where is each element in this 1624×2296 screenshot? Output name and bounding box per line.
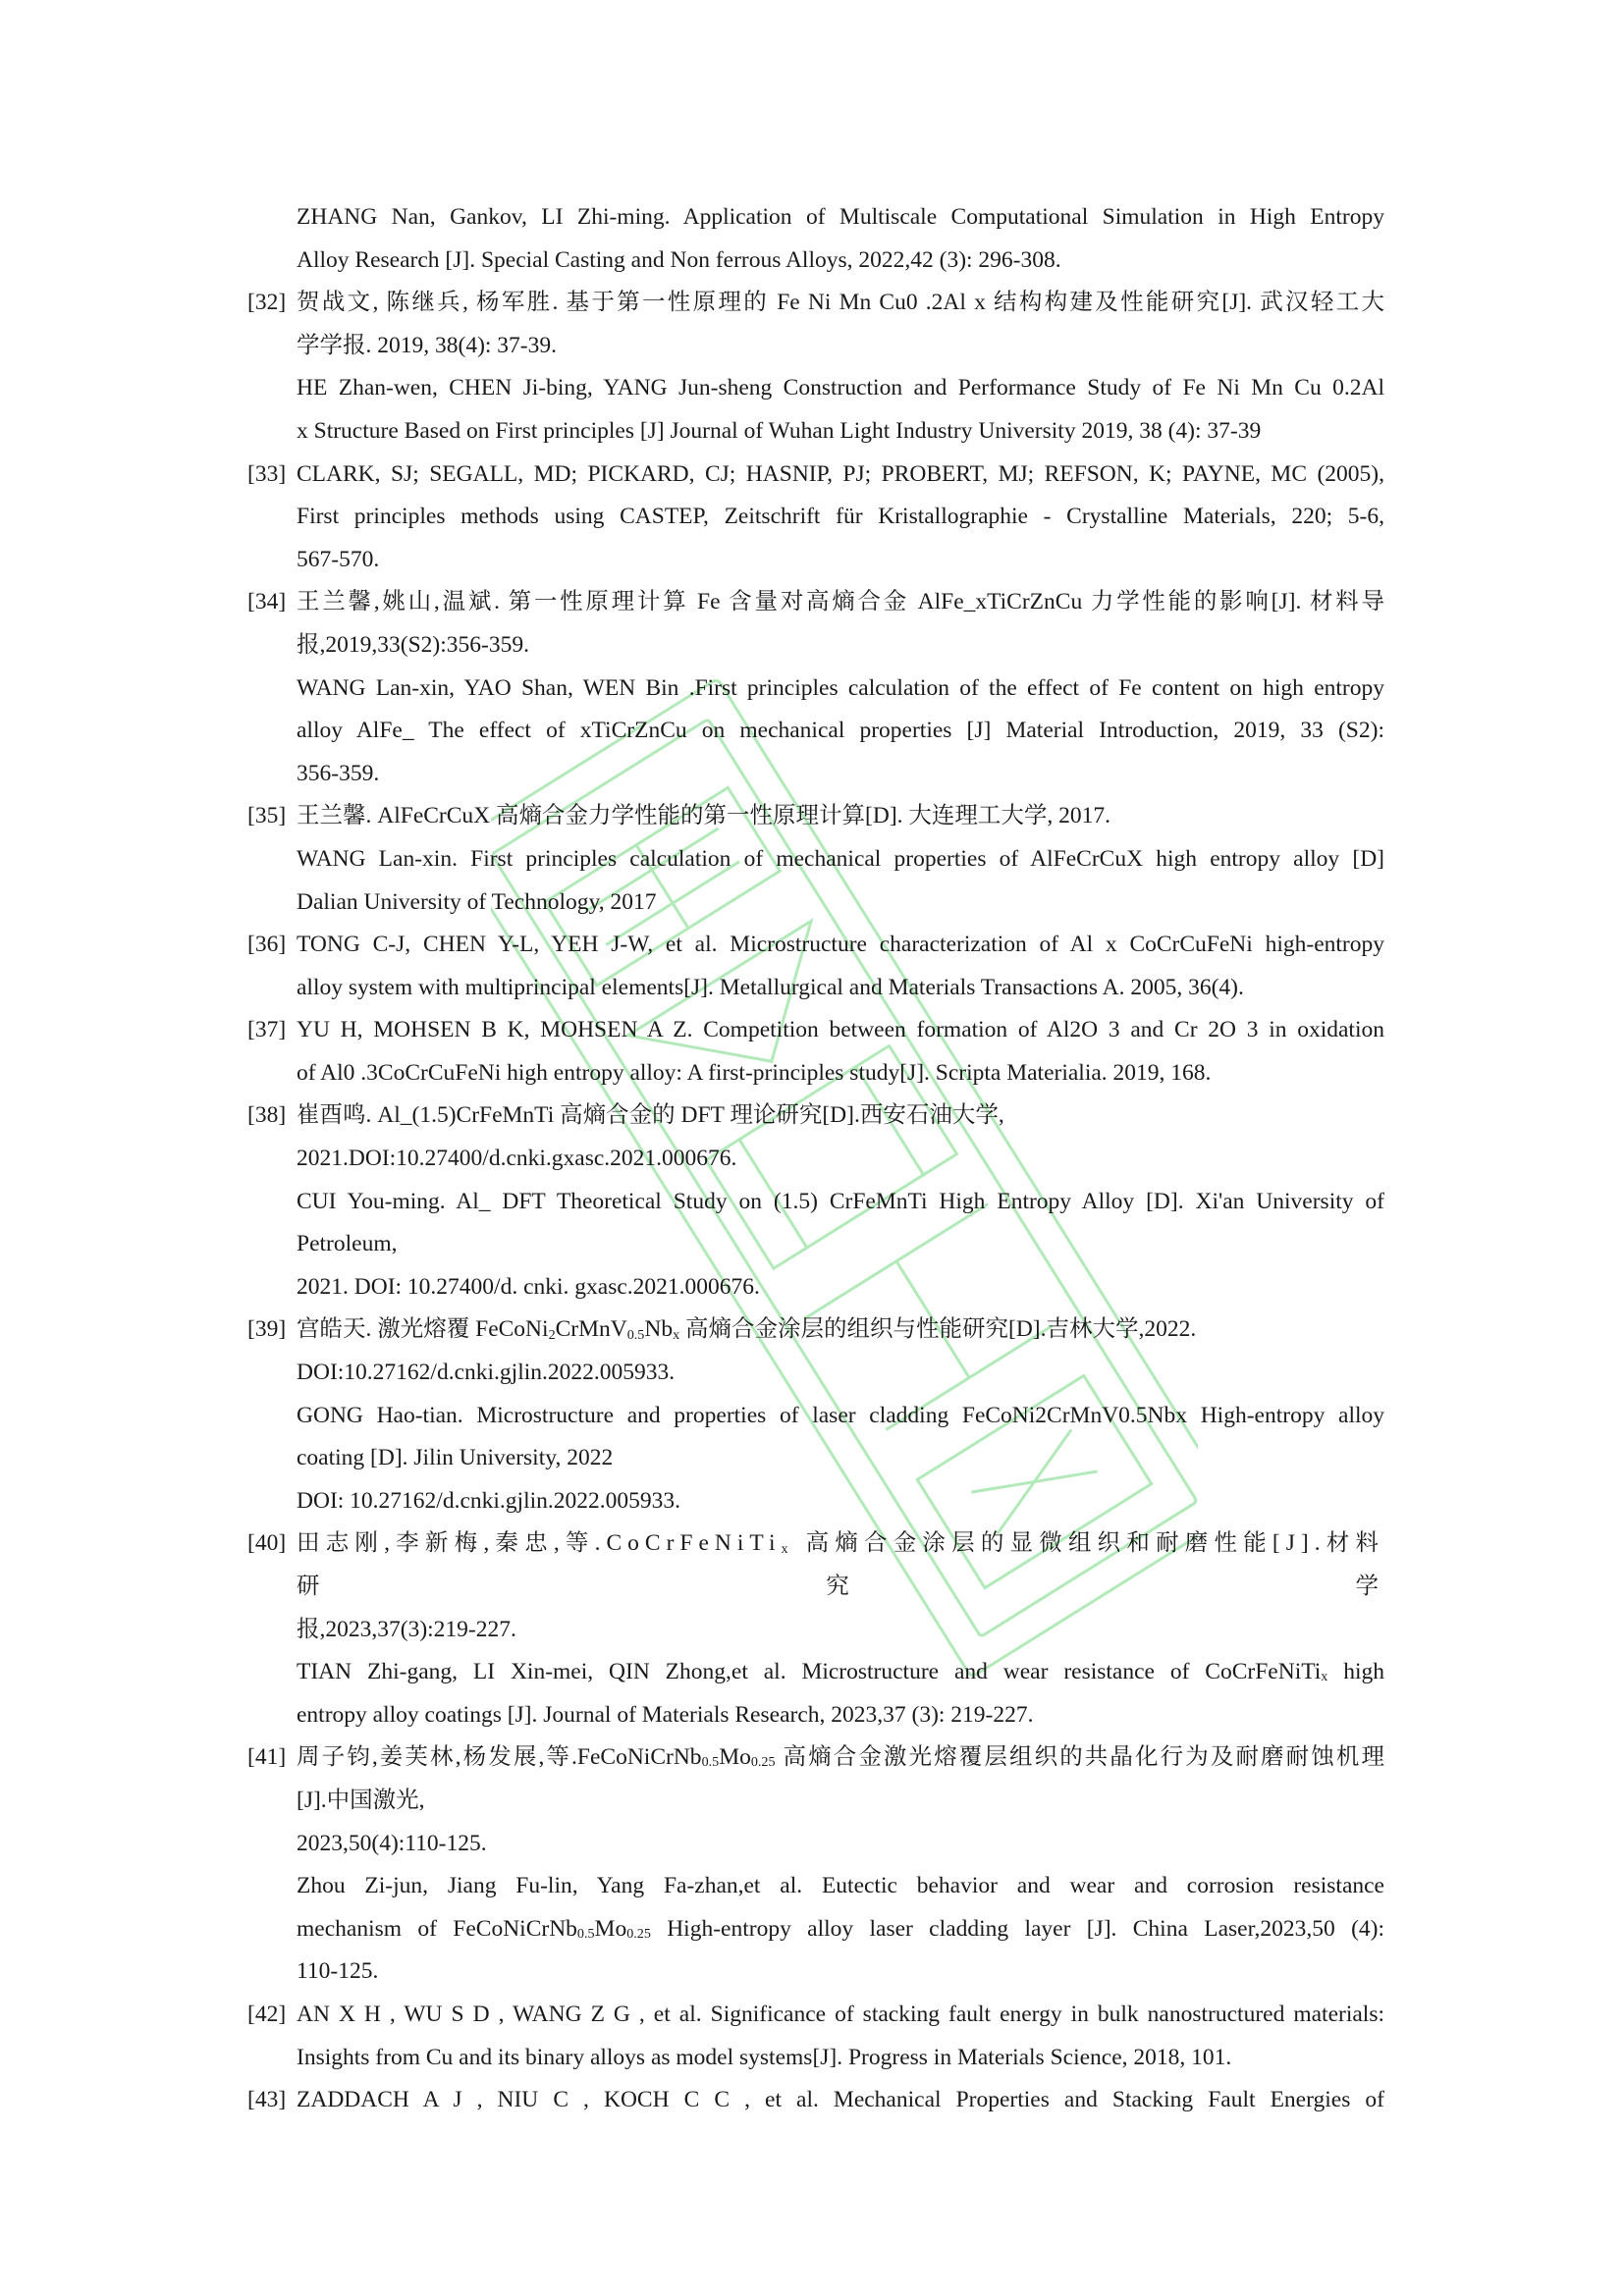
reference-number: [43] — [247, 2087, 287, 2113]
reference-line: 宫皓天. 激光熔覆 $FeCoNi_2CrMnV_{0.5}Nb_x$ 高熵合金涂层的组织与性能研究[D].吉林大学,2022. — [297, 1316, 1197, 1343]
reference-line: 报,2023,37(3):219-227. — [297, 1616, 516, 1642]
reference-number: [36] — [247, 932, 287, 958]
reference-line: Dalian University of Technology, 2017 — [297, 888, 657, 915]
reference-line: TIAN Zhi-gang, LI Xin-mei, QIN Zhong,et al. Microstructure and wear resistance of CoCrFeNiTi$_x$ high — [297, 1659, 1384, 1685]
reference-line: Alloy Research [J]. Special Casting and Non ferrous Alloys, 2022,42 (3): 296-308. — [297, 246, 1061, 273]
reference-entry — [247, 1009, 1384, 1095]
reference-line: WANG Lan-xin, YAO Shan, WEN Bin .First principles calculation of the effect of Fe content on high entropy — [297, 674, 1384, 701]
reference-entry — [247, 1994, 1384, 2079]
reference-line: 周子钧,姜芙林,杨发展,等$.FeCoNiCrNb_{0.5}Mo_{0.25}$ 高熵合金激光熔覆层组织的共晶化行为及耐磨耐蚀机理 — [297, 1744, 1384, 1771]
reference-line: 2021. DOI: 10.27400/d. cnki. gxasc.2021.000676. — [297, 1273, 760, 1300]
reference-line: CUI You-ming. Al_ DFT Theoretical Study on (1.5) CrFeMnTi High Entropy Alloy [D]. Xi'an University of — [297, 1188, 1384, 1214]
reference-line: 110-125. — [297, 1958, 379, 1985]
reference-line: 田志刚,李新梅,秦忠,等.CoCrFeNiTi$_x$ 高熵合金涂层的显微组织和耐磨性能[J].材料研究学 — [297, 1530, 1384, 1599]
reference-line: HE Zhan-wen, CHEN Ji-bing, YANG Jun-sheng Construction and Performance Study of Fe Ni Mn Cu 0.2Al — [297, 375, 1384, 401]
reference-line: alloy AlFe_ The effect of xTiCrZnCu on mechanical properties [J] Material Introduction, 2019, 33 (S2): — [297, 718, 1384, 744]
reference-line: x Structure Based on First principles [J] Journal of Wuhan Light Industry University 2019, 38 (4): 37-39 — [297, 417, 1262, 444]
reference-line: 贺战文, 陈继兵, 杨军胜. 基于第一性原理的 Fe Ni Mn Cu0 .2Al x 结构构建及性能研究[J]. 武汉轻工大 — [297, 290, 1384, 316]
reference-line: AN X H , WU S D , WANG Z G , et al. Significance of stacking fault energy in bulk nanostructured materials: — [297, 2001, 1384, 2027]
reference-line: entropy alloy coatings [J]. Journal of Materials Research, 2023,37 (3): 219-227. — [297, 1701, 1034, 1728]
reference-line: Petroleum, — [297, 1231, 398, 1257]
reference-line: CLARK, SJ; SEGALL, MD; PICKARD, CJ; HASNIP, PJ; PROBERT, MJ; REFSON, K; PAYNE, MC (2005), — [297, 460, 1384, 487]
reference-number: [37] — [247, 1017, 287, 1043]
reference-entry — [247, 282, 1384, 453]
reference-number: [35] — [247, 803, 287, 829]
reference-number: [32] — [247, 290, 287, 316]
reference-entry — [247, 795, 1384, 924]
reference-line: WANG Lan-xin. First principles calculation of mechanical properties of AlFeCrCuX high entropy alloy [D] — [297, 845, 1384, 872]
reference-entry — [247, 1308, 1384, 1522]
reference-line: 356-359. — [297, 760, 380, 786]
reference-number: [38] — [247, 1102, 287, 1129]
reference-number: [34] — [247, 589, 287, 615]
reference-entry — [247, 2079, 1384, 2122]
reference-entry — [247, 454, 1384, 582]
reference-line: 王兰馨. AlFeCrCuX 高熵合金力学性能的第一性原理计算[D]. 大连理工大学, 2017. — [297, 803, 1111, 829]
reference-number: [40] — [247, 1530, 287, 1557]
reference-number: [39] — [247, 1316, 287, 1343]
reference-entry — [247, 1522, 1384, 1736]
reference-line: coating [D]. Jilin University, 2022 — [297, 1445, 614, 1471]
reference-line: of Al0 .3CoCrCuFeNi high entropy alloy: A first-principles study[J]. Scripta Materialia. 2019, 168. — [297, 1059, 1212, 1086]
reference-number: [42] — [247, 2001, 287, 2027]
reference-line: Insights from Cu and its binary alloys as model systems[J]. Progress in Materials Science, 2018, 101. — [297, 2044, 1232, 2070]
reference-entry — [247, 581, 1384, 795]
reference-line: ZADDACH A J , NIU C , KOCH C C , et al. Mechanical Properties and Stacking Fault Energies of — [297, 2087, 1384, 2113]
reference-number: [41] — [247, 1744, 287, 1771]
reference-entry — [247, 924, 1384, 1009]
reference-line: 王兰馨,姚山,温斌. 第一性原理计算 Fe 含量对高熵合金 AlFe_xTiCrZnCu 力学性能的影响[J]. 材料导 — [297, 589, 1384, 615]
reference-line: 567-570. — [297, 546, 380, 572]
reference-entry — [247, 196, 1384, 282]
reference-line: TONG C-J, CHEN Y-L, YEH J-W, et al. Microstructure characterization of Al x CoCrCuFeNi high-entropy — [297, 932, 1384, 958]
reference-line: Zhou Zi-jun, Jiang Fu-lin, Yang Fa-zhan,et al. Eutectic behavior and wear and corrosion resistance — [297, 1873, 1384, 1899]
reference-line: 报,2019,33(S2):356-359. — [297, 631, 529, 658]
reference-number: [33] — [247, 460, 287, 487]
reference-line: DOI:10.27162/d.cnki.gjlin.2022.005933. — [297, 1360, 676, 1386]
reference-line: alloy system with multiprincipal elements[J]. Metallurgical and Materials Transactions A. 2005, 36(4). — [297, 974, 1244, 1000]
reference-entry — [247, 1736, 1384, 1994]
reference-line: mechanism of $FeCoNiCrNb_{0.5}Mo_{0.25}$ High-entropy alloy laser cladding layer [J]. China Laser,2023,50 (4): — [297, 1915, 1384, 1942]
reference-line: 学学报. 2019, 38(4): 37-39. — [297, 332, 558, 358]
reference-line: GONG Hao-tian. Microstructure and properties of laser cladding FeCoNi2CrMnV0.5Nbx High-entropy alloy — [297, 1402, 1384, 1428]
reference-line: First principles methods using CASTEP, Zeitschrift für Kristallographie - Crystalline Materials, 220; 5-6, — [297, 504, 1384, 530]
reference-line: DOI: 10.27162/d.cnki.gjlin.2022.005933. — [297, 1487, 680, 1514]
reference-line: 2023,50(4):110-125. — [297, 1830, 487, 1856]
reference-line: 崔酉鸣. Al_(1.5)CrFeMnTi 高熵合金的 DFT 理论研究[D].西安石油大学, — [297, 1102, 1004, 1129]
reference-line: [J].中国激光, — [297, 1787, 425, 1813]
reference-line: YU H, MOHSEN B K, MOHSEN A Z. Competition between formation of Al2O 3 and Cr 2O 3 in oxidation — [297, 1017, 1384, 1043]
reference-line: ZHANG Nan, Gankov, LI Zhi-ming. Application of Multiscale Computational Simulation in High Entropy — [297, 204, 1384, 230]
reference-list — [247, 196, 1384, 2122]
reference-entry — [247, 1095, 1384, 1308]
reference-line: 2021.DOI:10.27400/d.cnki.gxasc.2021.000676. — [297, 1146, 737, 1172]
